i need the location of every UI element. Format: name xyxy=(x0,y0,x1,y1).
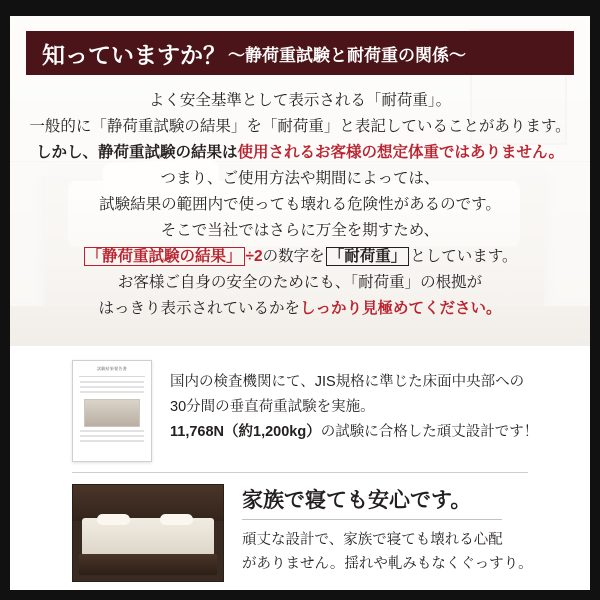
test-load-value: 11,768N（約1,200kg） xyxy=(170,424,321,440)
intro-line-8-text: お客様ご自身の安全のためにも、「耐荷重」の根拠が xyxy=(117,274,483,291)
photo-bed-base xyxy=(79,554,217,575)
intro-line-6-text: そこで当社ではさらに万全を期すため、 xyxy=(160,222,440,239)
certificate-title: 試験結果報告書 xyxy=(96,366,128,371)
intro-line-9-text: はっきり表示されているかを xyxy=(98,300,300,317)
intro-line-7-text: の数字を xyxy=(262,248,325,265)
test-line-2: 30分間の垂直荷重試験を実施。 xyxy=(170,399,375,415)
certificate-row xyxy=(80,440,144,442)
intro-line-3-highlight: 使用されるお客様の想定体重ではありません。 xyxy=(237,144,564,161)
section-divider xyxy=(72,472,528,473)
intro-line-9 xyxy=(10,296,590,322)
test-line-3-rest: の試験に合格した頑丈設計です！ xyxy=(320,424,539,440)
static-load-result-box: 「静荷重試験の結果」 xyxy=(84,247,245,266)
family-heading: 家族で寝ても安心です。 xyxy=(242,489,472,512)
intro-line-4-text: つまり、ご使用方法や期間によっては、 xyxy=(160,170,440,187)
banner-subtitle: ～静荷重試験と耐荷重の関係～ xyxy=(228,45,466,65)
banner-title: 知っていますか？ xyxy=(42,41,226,68)
intro-line-1-text: よく安全基準として表示される「耐荷重」。 xyxy=(148,92,452,109)
load-capacity-box: 「耐荷重」 xyxy=(326,247,410,266)
family-heading-underline xyxy=(242,519,502,520)
section-banner xyxy=(26,31,574,75)
photo-pillow-left xyxy=(97,514,130,526)
frame-top xyxy=(0,0,600,16)
certificate-rule xyxy=(79,376,145,377)
frame-right xyxy=(590,0,600,600)
intro-line-4 xyxy=(10,166,590,192)
test-result-section xyxy=(10,356,590,466)
intro-line-3-text: しかし、静荷重試験の結果は xyxy=(36,144,238,161)
family-bed-photo xyxy=(72,484,224,582)
photo-pillow-right xyxy=(160,514,193,526)
family-section xyxy=(10,484,590,590)
intro-line-7-tail: としています。 xyxy=(410,248,518,265)
test-line-3 xyxy=(170,420,538,445)
test-line-1: 国内の検査機関にて、JIS規格に準じた床面中央部への xyxy=(170,374,525,390)
intro-line-5-text: 試験結果の範囲内で使っても壊れる危険性があるのです。 xyxy=(99,196,501,213)
photo-headboard xyxy=(73,485,223,521)
intro-line-6 xyxy=(10,218,590,244)
certificate-row xyxy=(80,381,144,383)
intro-line-7 xyxy=(10,244,590,270)
frame-left xyxy=(0,0,10,600)
test-certificate-thumbnail xyxy=(72,360,152,462)
certificate-row xyxy=(80,386,144,388)
family-line-1: 頑丈な設計で、家族で寝ても壊れる心配 xyxy=(242,532,503,548)
intro-paragraph xyxy=(10,88,590,322)
test-result-text xyxy=(170,370,538,445)
intro-line-8 xyxy=(10,270,590,296)
certificate-row xyxy=(80,430,144,432)
intro-line-9-highlight: しっかり見極めてください。 xyxy=(300,300,502,317)
certificate-row xyxy=(80,391,144,393)
intro-line-3 xyxy=(10,140,590,166)
family-text xyxy=(242,484,533,576)
intro-line-5 xyxy=(10,192,590,218)
divide-by-two: ÷2 xyxy=(245,248,263,265)
intro-line-1 xyxy=(10,88,590,114)
frame-bottom xyxy=(0,590,600,600)
certificate-row xyxy=(80,435,144,437)
family-line-2: がありません。揺れや軋みもなくぐっすり。 xyxy=(242,556,533,572)
intro-line-2-text: 一般的に「静荷重試験の結果」を「耐荷重」と表記していることがあります。 xyxy=(29,118,571,135)
intro-line-2 xyxy=(10,114,590,140)
certificate-photo xyxy=(84,399,140,427)
